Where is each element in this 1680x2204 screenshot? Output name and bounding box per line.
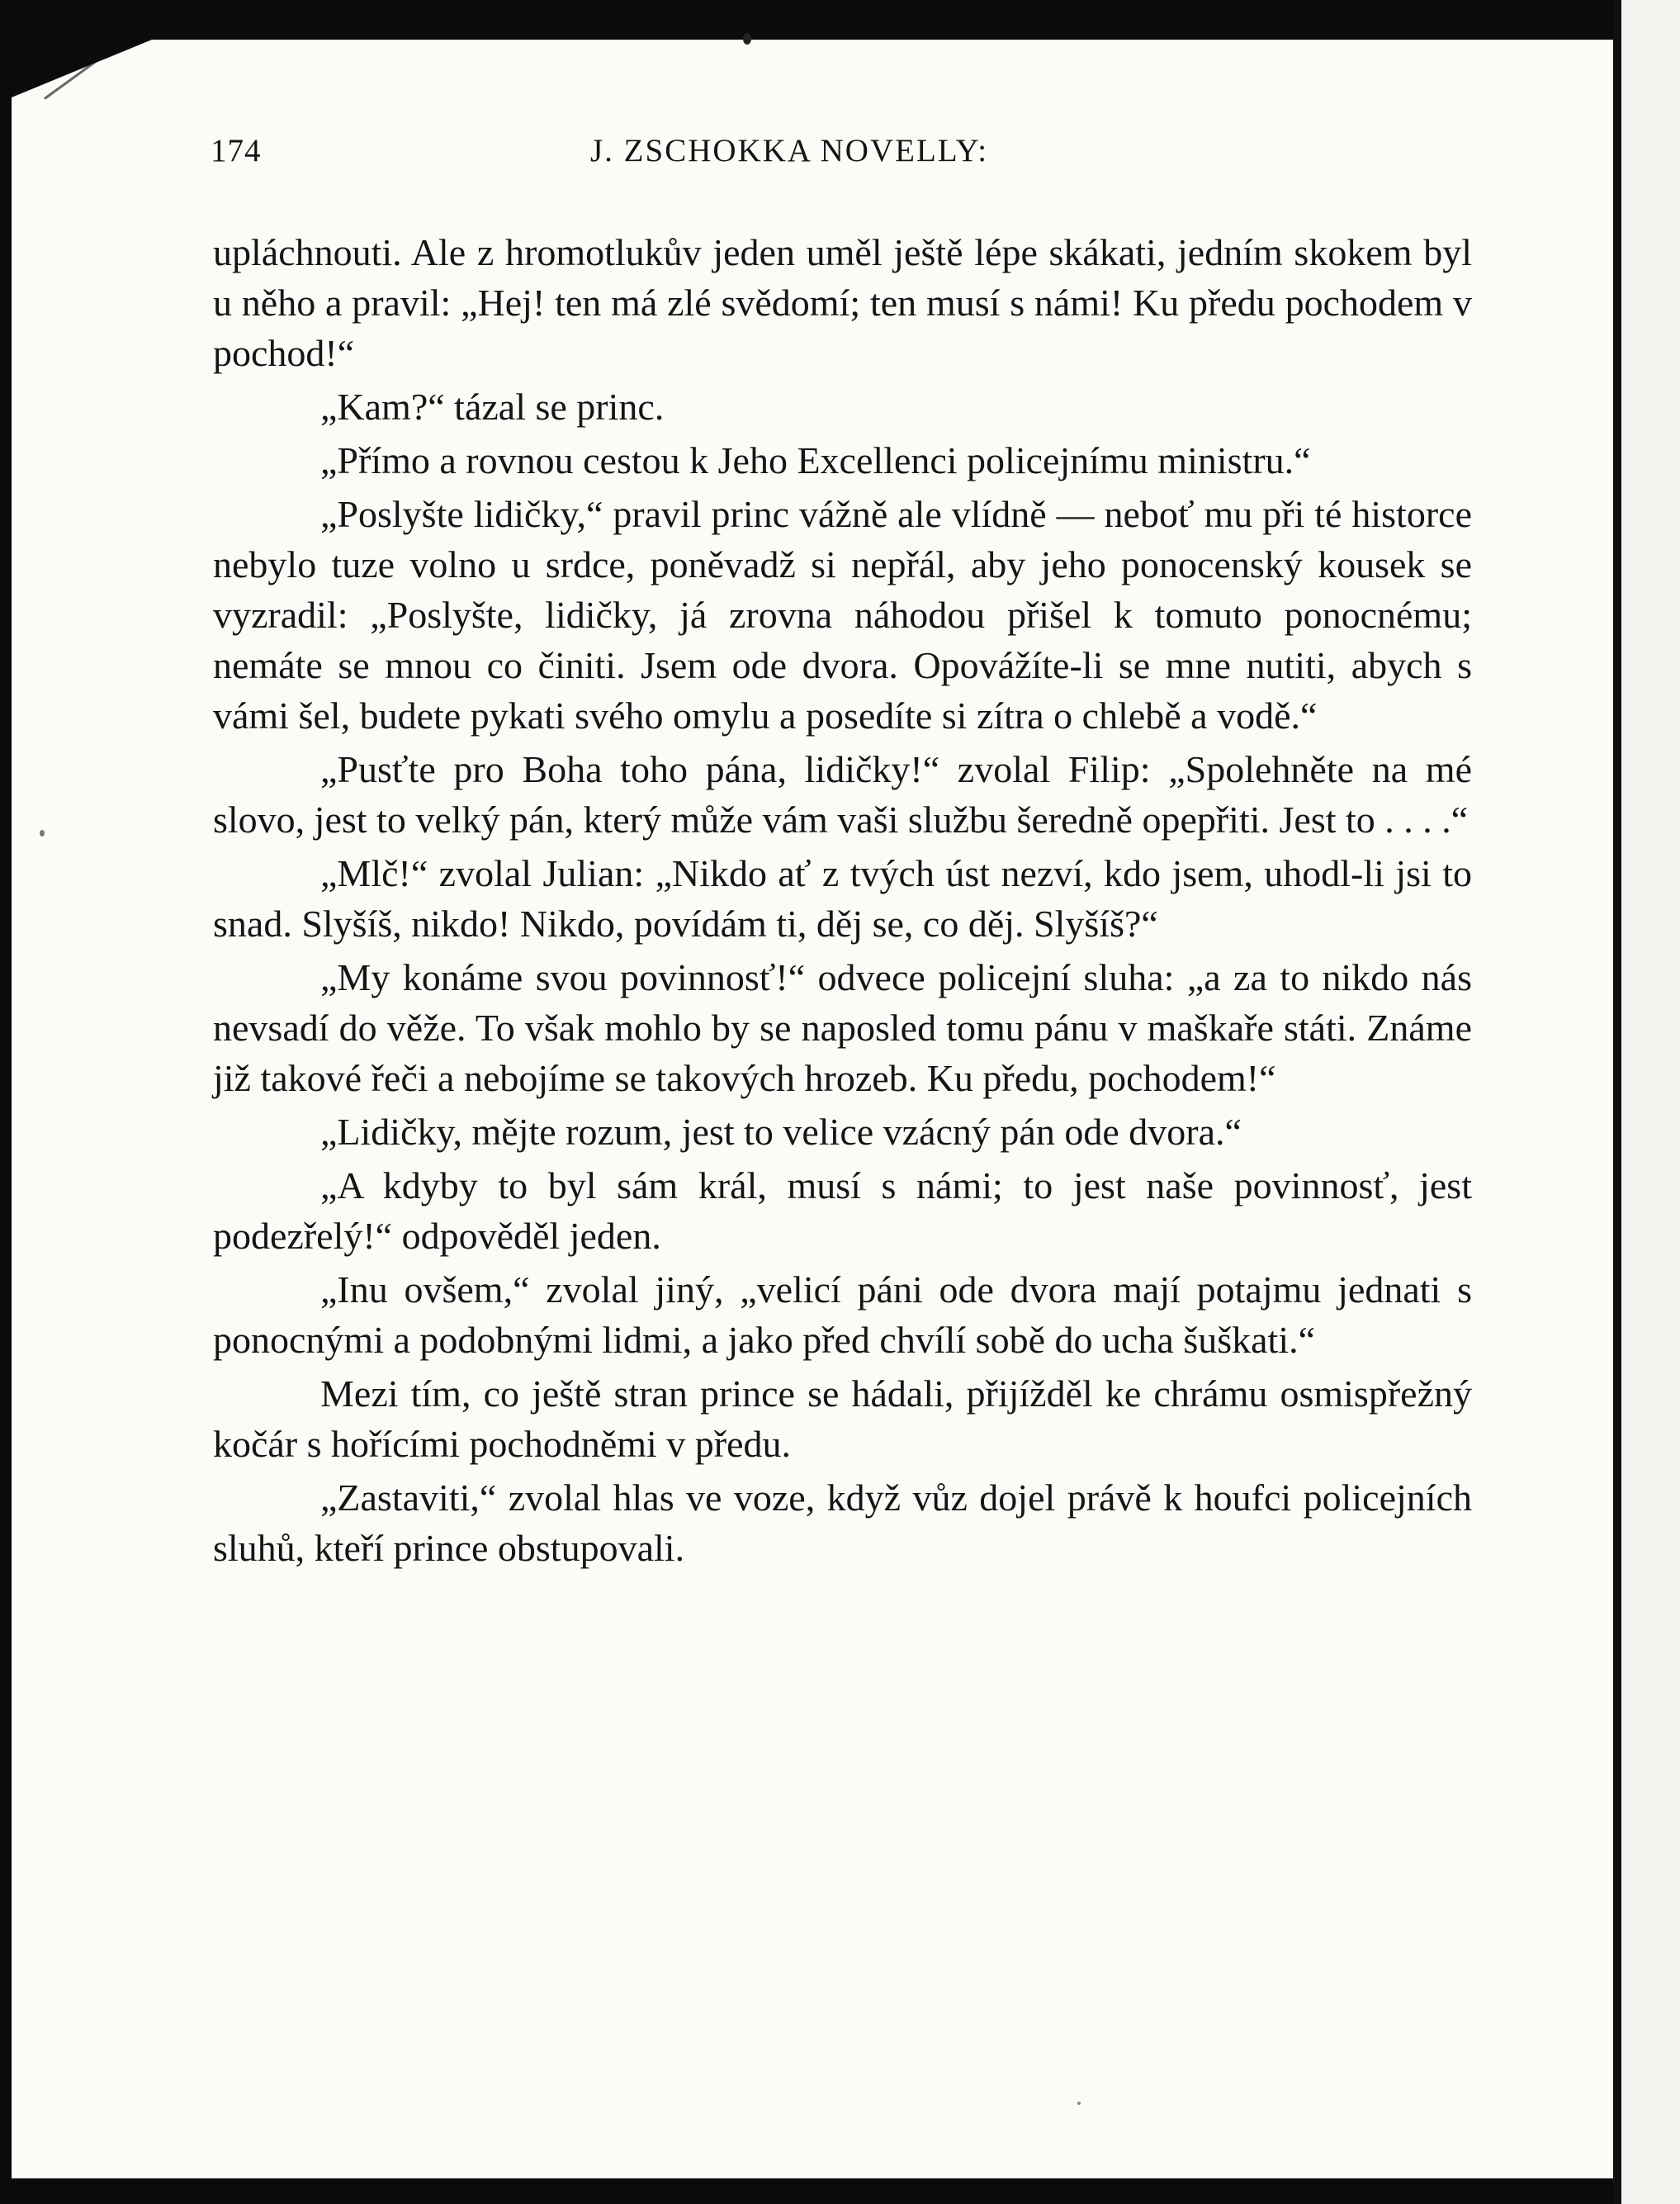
- paragraph: „Pusťte pro Boha toho pána, lidičky!“ zvolal Filip: „Spolehněte na mé slovo, jest to velký pán, který může vám vaši službu šeredně opepřiti. Jest to . . . .“: [213, 748, 1472, 841]
- paragraph: „Inu ovšem,“ zvolal jiný, „velicí páni ode dvora mají potajmu jednati s ponocnými a podobnými lidmi, a jako před chvílí sobě do ucha šuškati.“: [213, 1268, 1472, 1361]
- scan-speck: [1077, 2102, 1081, 2105]
- paragraph: Mezi tím, co ještě stran prince se hádali, přijížděl ke chrámu osmispřežný kočár s hořícími pochodněmi v předu.: [213, 1372, 1472, 1465]
- paragraph: „A kdyby to byl sám král, musí s námi; to jest naše povinnosť, jest podezřelý!“ odpověděl jeden.: [213, 1164, 1472, 1257]
- paragraph: „Zastaviti,“ zvolal hlas ve voze, když vůz dojel právě k houfci policejních sluhů, kteří prince obstupovali.: [213, 1476, 1472, 1569]
- paragraph: „Přímo a rovnou cestou k Jeho Excellenci policejnímu ministru.“: [320, 439, 1311, 481]
- scan-speck: [40, 830, 45, 837]
- paragraph: upláchnouti. Ale z hromotlukův jeden uměl ještě lépe skákati, jedním skokem byl u něho a pravil: „Hej! ten má zlé svědomí; ten musí s námi! Ku předu pochodem v pochod!“: [213, 231, 1472, 374]
- paragraph: „Lidičky, mějte rozum, jest to velice vzácný pán ode dvora.“: [320, 1111, 1242, 1153]
- body-text: [213, 227, 1472, 1576]
- paragraph: „Kam?“ tázal se princ.: [320, 386, 665, 428]
- running-head: [211, 132, 1098, 173]
- paragraph: „My konáme svou povinnosť!“ odvece policejní sluha: „a za to nikdo nás nevsadí do věže. To však mohlo by se naposled tomu pánu v maškaře státi. Známe již takové řeči a nebojíme se takových hrozeb. Ku předu, pochodem!“: [213, 956, 1472, 1099]
- paragraph: „Mlč!“ zvolal Julian: „Nikdo ať z tvých úst nezví, kdo jsem, uhodl-li jsi to snad. Slyšíš, nikdo! Nikdo, povídám ti, děj se, co děj. Slyšíš?“: [213, 852, 1472, 945]
- page-number: 174: [211, 133, 262, 168]
- scan-speck: [743, 33, 751, 45]
- running-title: J. ZSCHOKKA NOVELLY:: [590, 133, 989, 168]
- adjacent-page-edge: [1613, 0, 1680, 2204]
- paragraph: „Poslyšte lidičky,“ pravil princ vážně ale vlídně — neboť mu při té historce nebylo tuze volno u srdce, poněvadž si nepřál, aby jeho ponocenský kousek se vyzradil: „Poslyšte, lidičky, já zrovna náhodou přišel k tomuto ponocnému; nemáte se mnou co činiti. Jsem ode dvora. Opovážíte-li se mne nutiti, abych s vámi šel, budete pykati svého omylu a posedíte si zítra o chlebě a vodě.“: [213, 493, 1472, 737]
